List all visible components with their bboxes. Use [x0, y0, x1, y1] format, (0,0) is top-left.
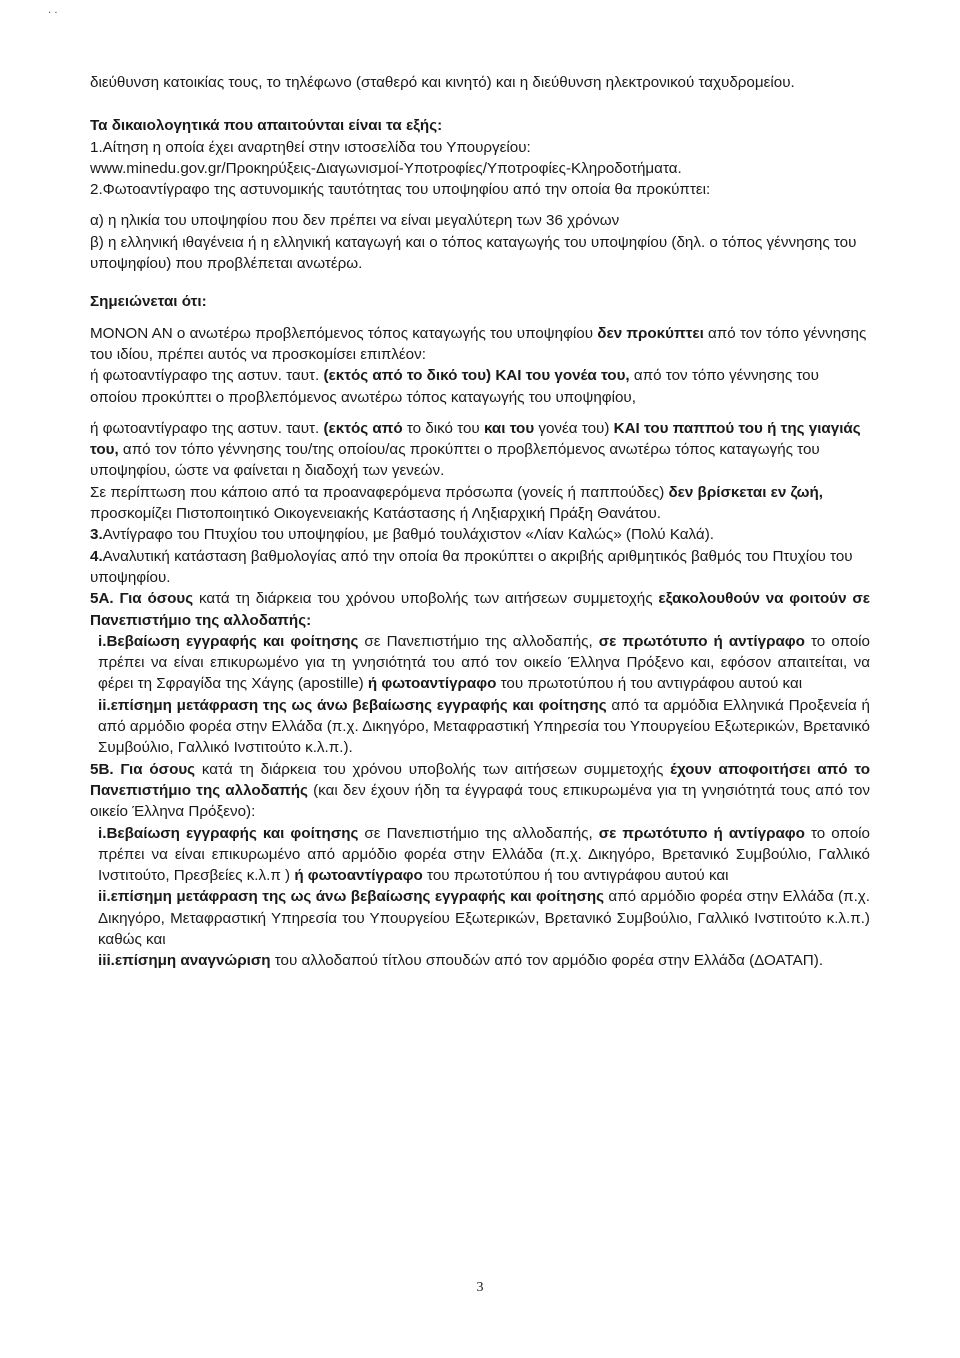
requirements-heading: Τα δικαιολογητικά που απαιτούνται είναι τα εξής: [90, 117, 443, 135]
requirement-5b-i: i.Βεβαίωση εγγραφής και φοίτησης σε Πανεπιστήμιο της αλλοδαπής, σε πρωτότυπο ή αντίγραφο το οποίο πρέπει να είναι επικυρωμένο από αρμόδιο φορέα στην Ελλάδα (π.χ. Δικηγόρο, Βρετανικό Συμβούλιο, Γαλλικό Ινστιτούτο, Πρεσβείες κ.λ.π ) ή φωτοαντίγραφο του πρωτοτύπου ή του αντιγράφου αυτού και [98, 824, 871, 885]
intro-paragraph: διεύθυνση κατοικίας τους, το τηλέφωνο (σταθερό και κινητό) και η διεύθυνση ηλεκτρονικού ταχυδρομείου. [90, 74, 795, 91]
note-deceased: Σε περίπτωση που κάποιο από τα προαναφερόμενα πρόσωπα (γονείς ή παππούδες) δεν βρίσκεται εν ζωή, προσκομίζει Πιστοποιητικό Οικογενειακής Κατάστασης ή Ληξιαρχική Πράξη Θανάτου. [90, 483, 823, 523]
requirement-2a: α) η ηλικία του υποψηφίου που δεν πρέπει να είναι μεγαλύτερη των 36 χρόνων [90, 212, 620, 230]
note-grandparent-id: ή φωτοαντίγραφο της αστυν. ταυτ. (εκτός από το δικό του και του γονέα του) ΚΑΙ του παππού του ή της γιαγιάς του, από τον τόπο γέννησης του/της οποίου/ας προκύπτει ο προβλεπόμενος ανωτέρω τόπος καταγωγής του υποψηφίου, ώστε να φαίνεται η διαδοχή των γενεών. [90, 419, 861, 480]
note-only-if: ΜΟΝΟΝ ΑΝ ο ανωτέρω προβλεπόμενος τόπος καταγωγής του υποψηφίου δεν προκύπτει από τον τόπο γέννησης του ιδίου, πρέπει αυτός να προσκομίσει επιπλέον: [90, 324, 867, 363]
requirement-4: 4.Αναλυτική κατάσταση βαθμολογίας από την οποία θα προκύπτει ο ακριβής αριθμητικός βαθμός του Πτυχίου του υποψηφίου. [90, 547, 853, 586]
requirement-5b: 5Β. Για όσους κατά τη διάρκεια του χρόνου υποβολής των αιτήσεων συμμετοχής έχουν αποφοιτήσει από το Πανεπιστήμιο της αλλοδαπής (και δεν έχουν ήδη τα έγγραφά τους επικυρωμένα για τη γνησιότητά τους από τον οικείο Έλληνα Πρόξενο): [90, 760, 870, 821]
requirement-5b-iii: iii.επίσημη αναγνώριση του αλλοδαπού τίτλου σπουδών από τον αρμόδιο φορέα στην Ελλάδα (ΔΟΑΤΑΠ). [98, 952, 824, 970]
note-parent-id: ή φωτοαντίγραφο της αστυν. ταυτ. (εκτός από το δικό του) ΚΑΙ του γονέα του, από τον τόπο γέννησης του οποίου προκύπτει ο προβλεπόμενος ανωτέρω τόπος καταγωγής του υποψηφίου, [90, 367, 819, 406]
requirement-1: 1.Αίτηση η οποία έχει αναρτηθεί στην ιστοσελίδα του Υπουργείου: [90, 138, 531, 156]
page-number: 3 [476, 1280, 484, 1295]
requirement-5b-ii: ii.επίσημη μετάφραση της ως άνω βεβαίωσης εγγραφής και φοίτησης από αρμόδιο φορέα στην Ελλάδα (π.χ. Δικηγόρο, Μεταφραστική Υπηρεσία του Υπουργείου Εξωτερικών, Βρετανικό Συμβούλιο, Γαλλικό Ινστιτούτο κ.λ.π.) καθώς και [98, 888, 870, 948]
document-page [90, 72, 870, 972]
note-heading: Σημειώνεται ότι: [90, 293, 207, 311]
requirement-2: 2.Φωτοαντίγραφο της αστυνομικής ταυτότητας του υποψηφίου από την οποία θα προκύπτει: [90, 181, 711, 199]
scan-specks: · · [48, 8, 58, 19]
requirement-3: 3.Αντίγραφο του Πτυχίου του υποψηφίου, με βαθμό τουλάχιστον «Λίαν Καλώς» (Πολύ Καλά). [90, 526, 714, 544]
requirement-1-url: www.minedu.gov.gr/Προκηρύξεις-Διαγωνισμοί-Υποτροφίες/Υποτροφίες-Κληροδοτήματα. [90, 159, 682, 177]
requirement-5a: 5Α. Για όσους κατά τη διάρκεια του χρόνου υποβολής των αιτήσεων συμμετοχής εξακολουθούν να φοιτούν σε Πανεπιστήμιο της αλλοδαπής: [90, 590, 870, 629]
requirement-5a-i: i.Βεβαίωση εγγραφής και φοίτησης σε Πανεπιστήμιο της αλλοδαπής, σε πρωτότυπο ή αντίγραφο το οποίο πρέπει να είναι επικυρωμένο για τη γνησιότητά του από τον οικείο Έλληνα Πρόξενο και, εφόσον απαιτείται, να φέρει τη Σφραγίδα της Χάγης (apostille) ή φωτοαντίγραφο του πρωτοτύπου ή του αντιγράφου αυτού και [98, 632, 871, 693]
requirement-5a-ii: ii.επίσημη μετάφραση της ως άνω βεβαίωσης εγγραφής και φοίτησης από τα αρμόδια Ελληνικά Προξενεία ή από αρμόδιο φορέα στην Ελλάδα (π.χ. Δικηγόρο, Μεταφραστική Υπηρεσία του Υπουργείου Εξωτερικών, Βρετανικό Συμβούλιο, Γαλλικό Ινστιτούτο κ.λ.π.). [98, 696, 870, 757]
requirement-2b: β) η ελληνική ιθαγένεια ή η ελληνική καταγωγή και ο τόπος καταγωγής του υποψηφίου (δηλ. ο τόπος γέννησης του υποψηφίου) που προβλέπεται ανωτέρω. [90, 233, 857, 273]
